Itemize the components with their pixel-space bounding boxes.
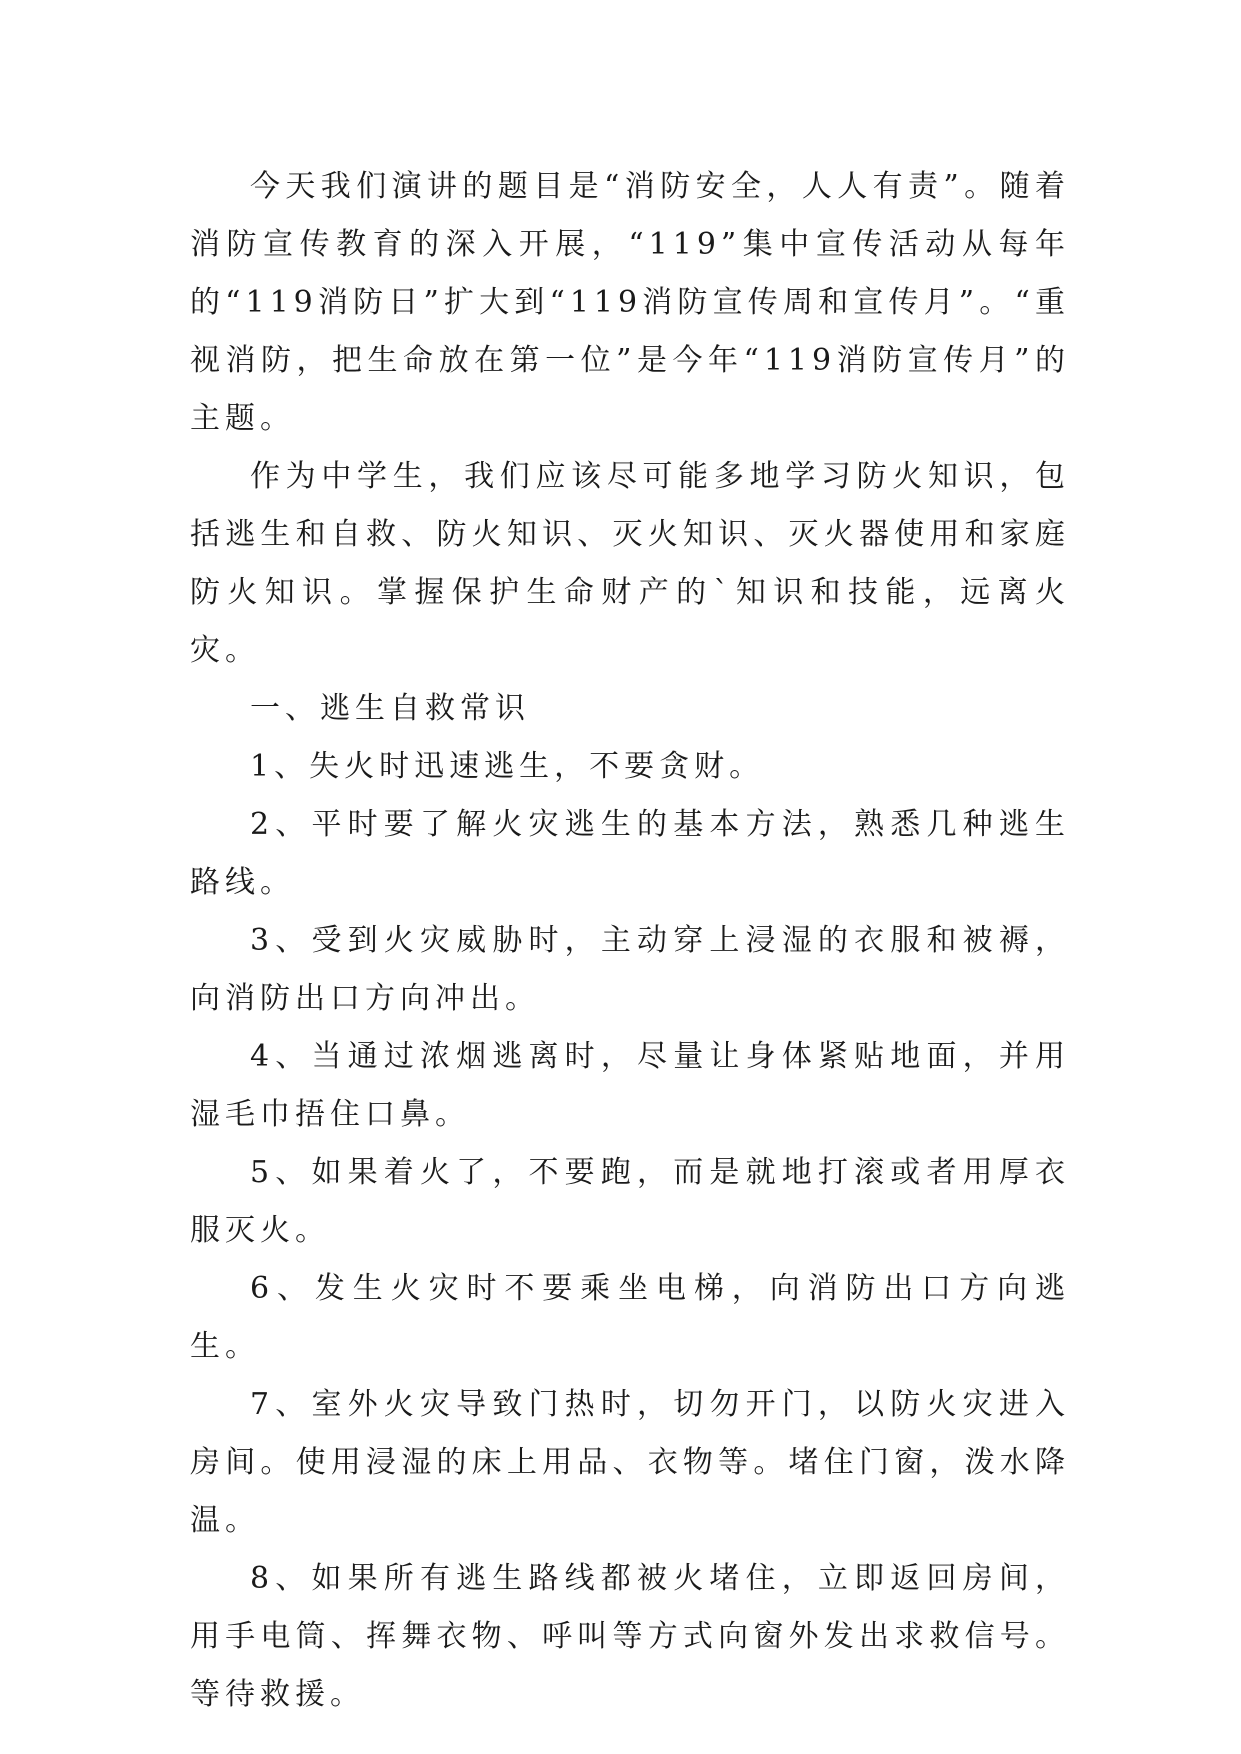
list-item-6: 6、发生火灾时不要乘坐电梯，向消防出口方向逃生。 xyxy=(190,1271,1070,1364)
list-item-7: 7、室外火灾导致门热时，切勿开门，以防火灾进入房间。使用浸湿的床上用品、衣物等。堵住门窗，泼水降温。 xyxy=(190,1387,1070,1538)
list-item-8: 8、如果所有逃生路线都被火堵住，立即返回房间，用手电筒、挥舞衣物、呼叫等方式向窗外发出求救信号。等待救援。 xyxy=(190,1561,1070,1712)
section-heading: 一、逃生自救常识 xyxy=(250,691,530,726)
list-item-5: 5、如果着火了，不要跑，而是就地打滚或者用厚衣服灭火。 xyxy=(190,1155,1070,1248)
document-body xyxy=(190,158,1070,1724)
paragraph-intro: 今天我们演讲的题目是“消防安全，人人有责”。随着消防宣传教育的深入开展，“119”集中宣传活动从每年的“119消防日”扩大到“119消防宣传周和宣传月”。“重视消防，把生命放在第一位”是今年“119消防宣传月”的主题。 xyxy=(190,169,1070,436)
list-item-2: 2、平时要了解火灾逃生的基本方法，熟悉几种逃生路线。 xyxy=(190,807,1070,900)
list-item-1: 1、失火时迅速逃生，不要贪财。 xyxy=(250,749,765,784)
paragraph-students: 作为中学生，我们应该尽可能多地学习防火知识，包括逃生和自救、防火知识、灭火知识、灭火器使用和家庭防火知识。掌握保护生命财产的`知识和技能，远离火灾。 xyxy=(190,459,1070,668)
list-item-3: 3、受到火灾威胁时，主动穿上浸湿的衣服和被褥，向消防出口方向冲出。 xyxy=(190,923,1070,1016)
list-item-4: 4、当通过浓烟逃离时，尽量让身体紧贴地面，并用湿毛巾捂住口鼻。 xyxy=(190,1039,1070,1132)
